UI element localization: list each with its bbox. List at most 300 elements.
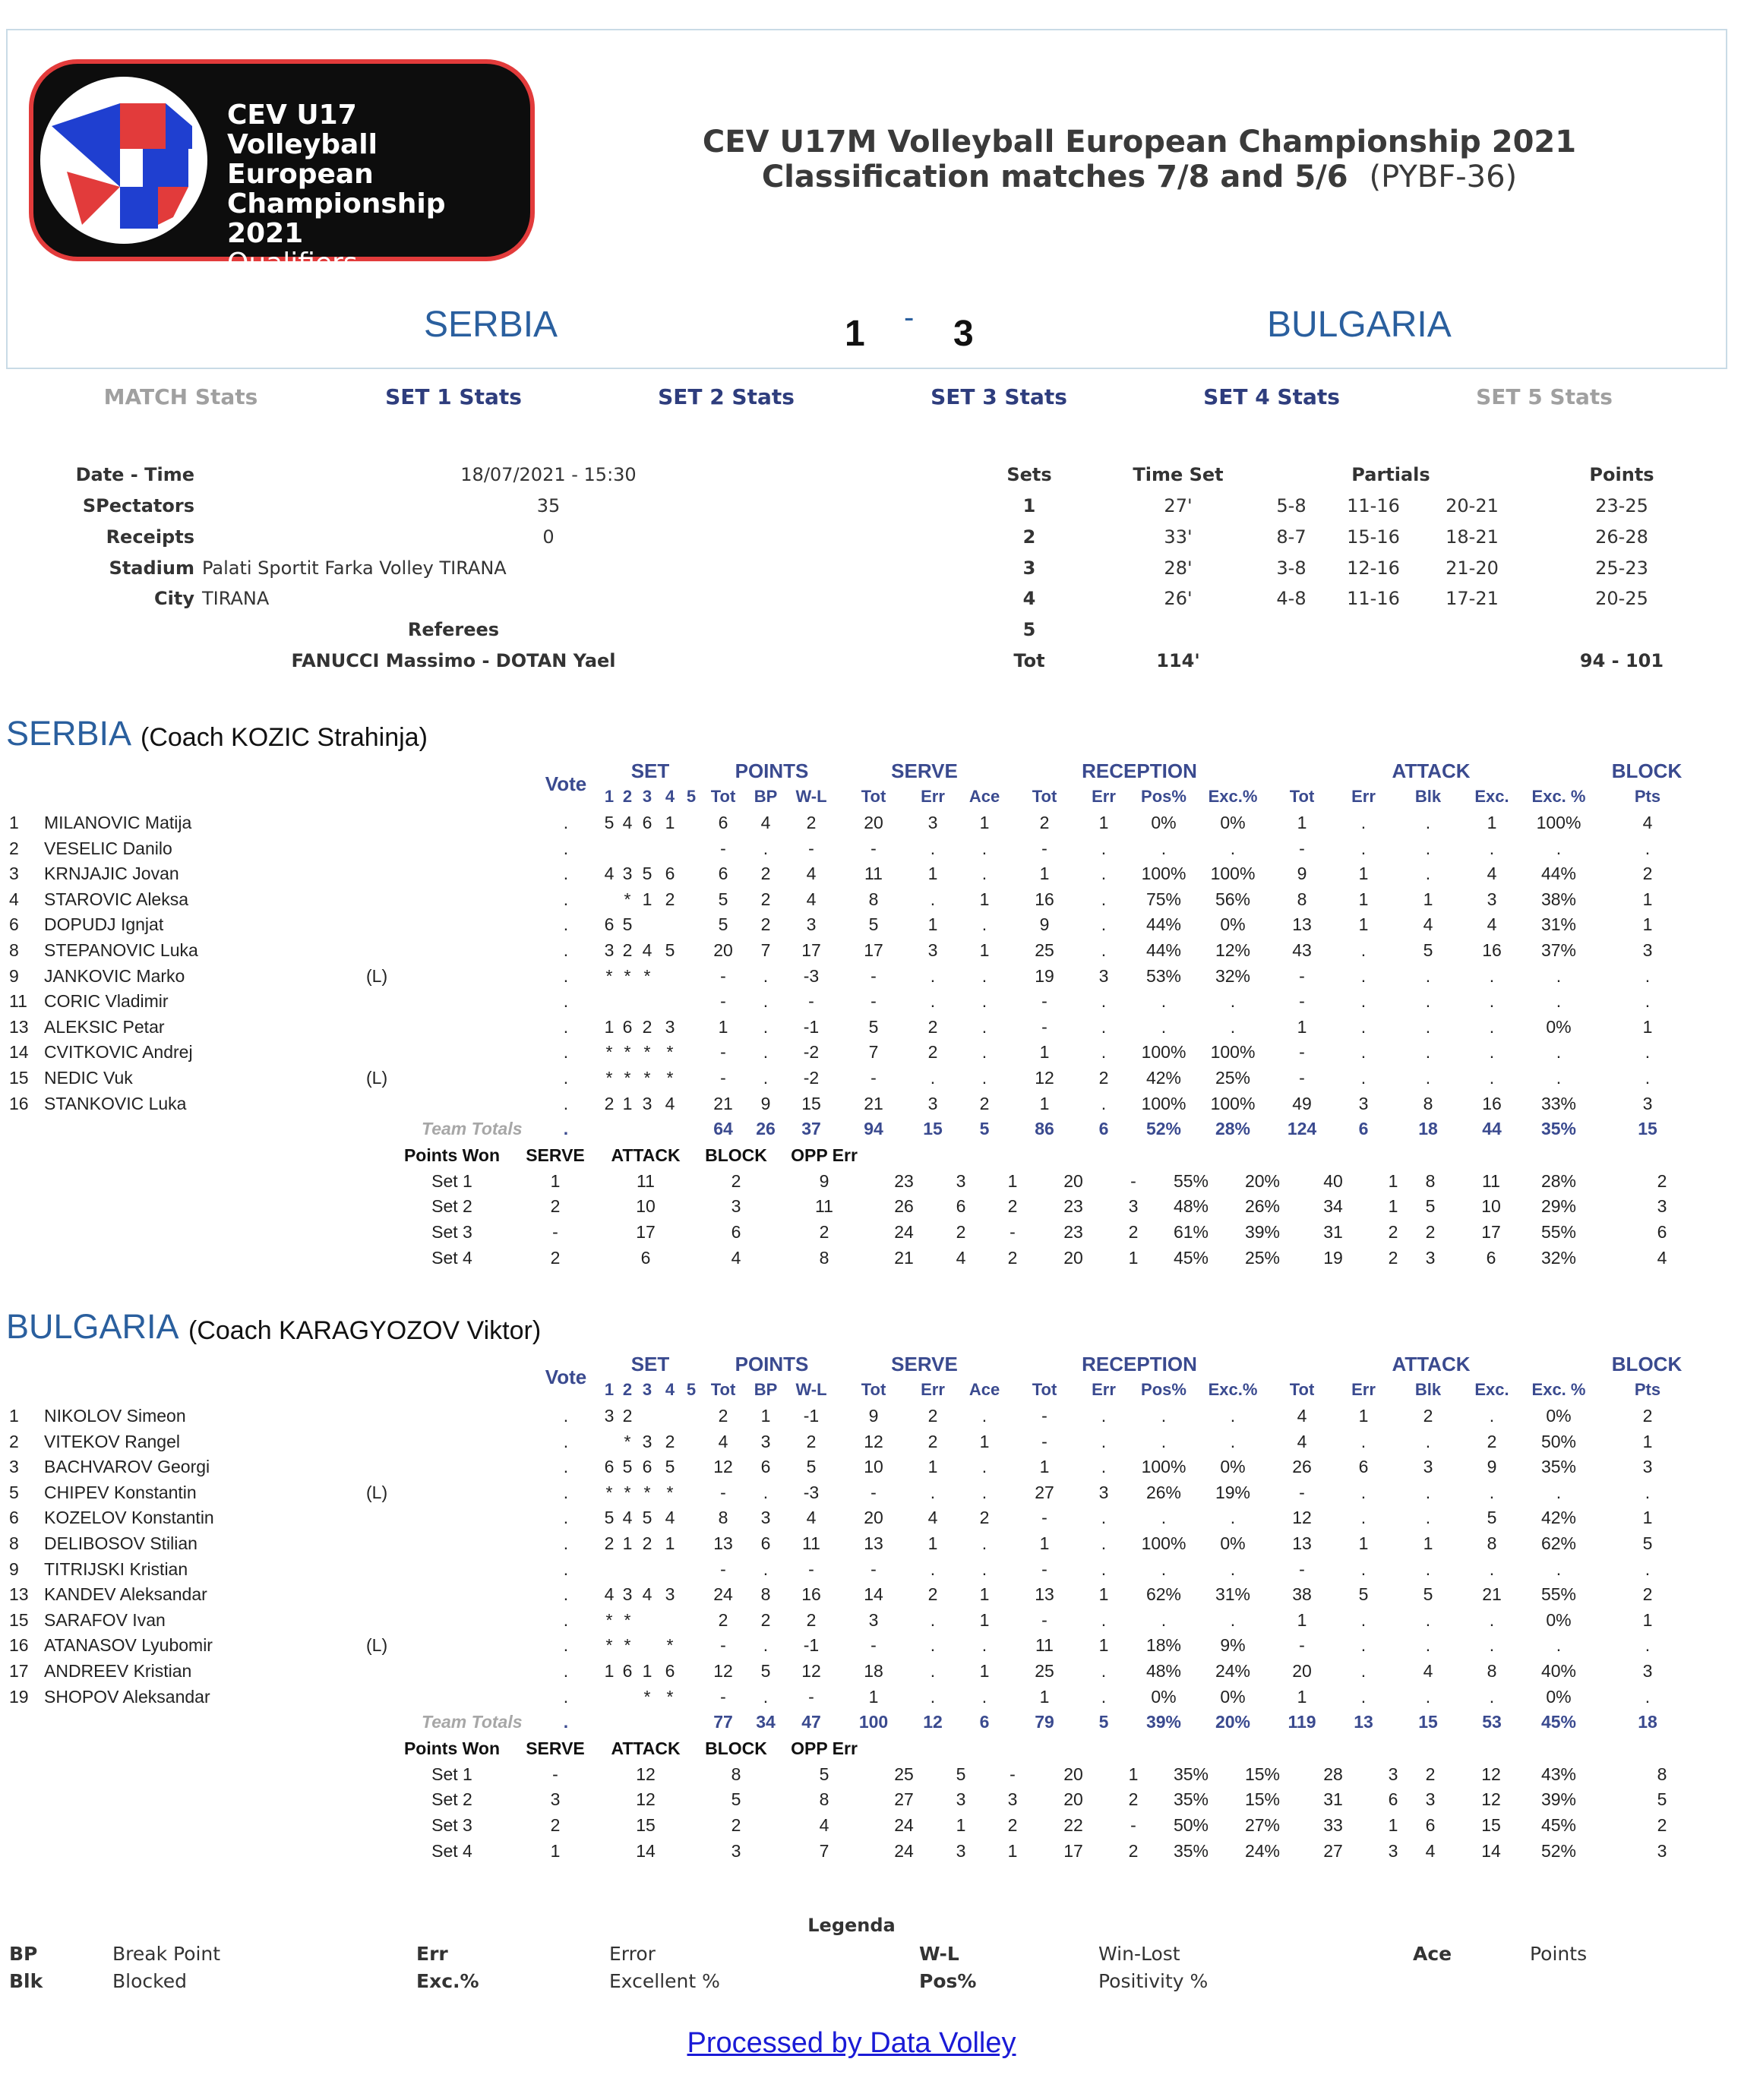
summary-cell: 5 bbox=[819, 1764, 829, 1784]
column-header: 4 bbox=[665, 1380, 675, 1399]
stat-cell: . bbox=[981, 1686, 987, 1707]
stat-cell: . bbox=[1556, 838, 1562, 858]
vote-value: . bbox=[563, 1016, 569, 1037]
stat-cell: . bbox=[1101, 1533, 1107, 1553]
legend-value: Blocked bbox=[112, 1970, 187, 1992]
player-name: VITEKOV Rangel bbox=[44, 1431, 180, 1451]
stat-cell: - bbox=[720, 1042, 726, 1063]
stat-cell: -1 bbox=[803, 1016, 820, 1037]
stat-cell: . bbox=[1230, 1406, 1236, 1426]
stat-cell: 1 bbox=[927, 1457, 938, 1477]
summary-cell: 17 bbox=[636, 1222, 656, 1242]
stat-cell: 25 bbox=[1035, 1661, 1054, 1681]
stat-cell: . bbox=[930, 889, 936, 909]
stat-cell: 43 bbox=[1292, 940, 1312, 960]
summary-cell: 48% bbox=[1173, 1196, 1209, 1217]
summary-cell: 20 bbox=[1063, 1789, 1083, 1810]
player-name: CVITKOVIC Andrej bbox=[44, 1042, 193, 1063]
stat-cell: . bbox=[1360, 991, 1367, 1012]
stat-cell: 2 bbox=[760, 1609, 771, 1630]
stat-cell: 3 bbox=[927, 940, 938, 960]
total-cell: 5 bbox=[1098, 1712, 1109, 1732]
column-header: Tot bbox=[861, 787, 886, 806]
player-row[interactable] bbox=[0, 1610, 1741, 1635]
stat-cell: . bbox=[763, 991, 769, 1012]
player-row[interactable] bbox=[0, 864, 1741, 889]
stat-cell: 3 bbox=[1487, 889, 1497, 909]
summary-cell: 24 bbox=[894, 1840, 914, 1861]
player-name: STEPANOVIC Luka bbox=[44, 940, 198, 960]
stat-cell: * bbox=[643, 1686, 651, 1707]
set-label: Set 1 bbox=[431, 1764, 472, 1784]
player-name: ATANASOV Lyubomir bbox=[44, 1635, 213, 1656]
stat-cell: . bbox=[1230, 1609, 1236, 1630]
player-row[interactable] bbox=[0, 1457, 1741, 1482]
stat-cell: . bbox=[763, 1068, 769, 1088]
summary-cell: 1 bbox=[550, 1170, 561, 1191]
stat-cell: 56% bbox=[1215, 889, 1251, 909]
summary-cell: 29% bbox=[1540, 1196, 1577, 1217]
summary-cell: 2 bbox=[1388, 1222, 1398, 1242]
stat-cell: 1 bbox=[1098, 1584, 1109, 1605]
tab-set-5-stats[interactable]: SET 5 Stats bbox=[1476, 384, 1613, 409]
title-line-1: CEV U17M Volleyball European Championship 2021 bbox=[702, 125, 1577, 159]
summary-cell: 2 bbox=[1657, 1815, 1667, 1835]
stat-cell: . bbox=[1645, 838, 1651, 858]
column-header: Exc. bbox=[1474, 1380, 1509, 1399]
set-time: 26' bbox=[1164, 588, 1193, 609]
summary-cell: 5 bbox=[956, 1764, 966, 1784]
tab-set-3-stats[interactable]: SET 3 Stats bbox=[931, 384, 1067, 409]
set-summary-row bbox=[0, 1222, 1741, 1247]
total-time: 114' bbox=[1156, 650, 1200, 671]
stat-cell: * bbox=[624, 889, 631, 909]
stat-cell: 1 bbox=[979, 1584, 990, 1605]
stat-cell: 3 bbox=[1098, 965, 1109, 986]
set-label: Set 4 bbox=[431, 1247, 472, 1268]
stat-cell: 38% bbox=[1540, 889, 1577, 909]
stat-cell: . bbox=[1101, 864, 1107, 884]
stat-cell: . bbox=[981, 1042, 987, 1063]
player-number: 1 bbox=[9, 813, 19, 832]
summary-cell: 26% bbox=[1244, 1196, 1281, 1217]
vote-value: . bbox=[563, 813, 569, 832]
stat-cell: . bbox=[1360, 1661, 1367, 1681]
stat-cell: . bbox=[930, 1609, 936, 1630]
points-group-header: POINTS bbox=[735, 759, 809, 782]
player-row[interactable] bbox=[0, 1687, 1741, 1712]
stat-cell: 4 bbox=[604, 1584, 615, 1605]
stat-cell: 33% bbox=[1540, 1093, 1577, 1113]
player-number: 16 bbox=[9, 1093, 29, 1113]
player-number: 2 bbox=[9, 838, 19, 858]
summary-cell: - bbox=[552, 1764, 558, 1784]
stat-cell: 4 bbox=[1297, 1431, 1307, 1451]
stat-cell: 2 bbox=[979, 1508, 990, 1528]
total-cell: 94 bbox=[864, 1119, 883, 1139]
player-row[interactable] bbox=[0, 991, 1741, 1016]
summary-cell: 14 bbox=[636, 1840, 656, 1861]
summary-cell: 2 bbox=[1007, 1247, 1018, 1268]
stat-cell: 0% bbox=[1546, 1406, 1572, 1426]
stat-cell: . bbox=[1489, 1635, 1495, 1656]
set-points: 26-28 bbox=[1595, 526, 1648, 548]
stat-cell: 1 bbox=[1297, 813, 1307, 832]
stat-cell: 16 bbox=[801, 1584, 821, 1605]
player-row[interactable] bbox=[0, 1432, 1741, 1457]
stat-cell: 3 bbox=[604, 940, 615, 960]
stat-cell: - bbox=[1299, 1042, 1305, 1063]
stat-cell: 4 bbox=[622, 1508, 633, 1528]
reception-group-header: RECEPTION bbox=[1082, 759, 1197, 782]
stat-cell: 3 bbox=[927, 1093, 938, 1113]
stat-cell: 4 bbox=[760, 813, 771, 832]
points-header: Points bbox=[1589, 464, 1654, 485]
stat-cell: * bbox=[624, 1431, 631, 1451]
stat-cell: 100% bbox=[1141, 864, 1186, 884]
stat-cell: . bbox=[1360, 813, 1367, 832]
player-row[interactable] bbox=[0, 1584, 1741, 1609]
legend-key: Blk bbox=[9, 1970, 43, 1992]
summary-cell: 17 bbox=[1481, 1222, 1501, 1242]
stat-cell: * bbox=[643, 965, 651, 986]
stat-cell: 20 bbox=[713, 940, 733, 960]
stat-cell: 16 bbox=[1035, 889, 1054, 909]
stat-cell: . bbox=[1360, 1508, 1367, 1528]
stat-cell: * bbox=[666, 1068, 674, 1088]
summary-cell: 2 bbox=[550, 1247, 561, 1268]
summary-cell: 2 bbox=[1657, 1170, 1667, 1191]
stat-cell: 20 bbox=[864, 1508, 883, 1528]
stat-cell: 1 bbox=[1642, 889, 1653, 909]
summary-cell: 1 bbox=[956, 1815, 966, 1835]
stat-cell: * bbox=[605, 1482, 613, 1502]
stat-cell: 11 bbox=[1035, 1635, 1054, 1656]
legend-value: Win-Lost bbox=[1098, 1943, 1180, 1965]
column-header: 4 bbox=[665, 787, 675, 806]
spectators-label: SPectators bbox=[82, 495, 194, 516]
stat-cell: 16 bbox=[1482, 940, 1502, 960]
stat-cell: 3 bbox=[665, 1584, 675, 1605]
stat-cell: . bbox=[1489, 1482, 1495, 1502]
legend-value: Points bbox=[1530, 1943, 1588, 1965]
date-label: Date - Time bbox=[75, 464, 194, 485]
stat-cell: 19% bbox=[1215, 1482, 1251, 1502]
stat-cell: 20 bbox=[864, 813, 883, 832]
total-cell: 6 bbox=[979, 1712, 990, 1732]
summary-cell: 35% bbox=[1173, 1764, 1209, 1784]
stat-cell: 6 bbox=[665, 1661, 675, 1681]
logo-line-3: Championship 2021 bbox=[227, 188, 446, 249]
player-name: ALEKSIC Petar bbox=[44, 1016, 165, 1037]
summary-cell: 25 bbox=[894, 1764, 914, 1784]
total-cell: 6 bbox=[1358, 1119, 1369, 1139]
vote-value: . bbox=[563, 965, 569, 986]
stat-cell: 40% bbox=[1540, 1661, 1577, 1681]
stat-cell: . bbox=[1101, 1016, 1107, 1037]
stat-cell: 3 bbox=[806, 914, 817, 935]
summary-column-header: ATTACK bbox=[611, 1738, 681, 1759]
stat-cell: 6 bbox=[760, 1457, 771, 1477]
column-header: 3 bbox=[642, 787, 652, 806]
stat-cell: . bbox=[1489, 1609, 1495, 1630]
player-row[interactable] bbox=[0, 940, 1741, 965]
stat-cell: 1 bbox=[1039, 1093, 1050, 1113]
player-row[interactable] bbox=[0, 1094, 1741, 1119]
set-number: 5 bbox=[1022, 619, 1036, 640]
stat-cell: . bbox=[981, 1457, 987, 1477]
stat-cell: 1 bbox=[927, 914, 938, 935]
stat-cell: 1 bbox=[1642, 1609, 1653, 1630]
serve-group-header: SERVE bbox=[891, 1353, 958, 1375]
stat-cell: 3 bbox=[927, 813, 938, 832]
player-name: NEDIC Vuk bbox=[44, 1068, 133, 1088]
stat-cell: 1 bbox=[979, 1661, 990, 1681]
total-cell: 39% bbox=[1145, 1712, 1182, 1732]
summary-cell: 20% bbox=[1244, 1170, 1281, 1191]
vote-header: Vote bbox=[545, 1366, 587, 1388]
stat-cell: 12 bbox=[1035, 1068, 1054, 1088]
summary-cell: 23 bbox=[894, 1170, 914, 1191]
stat-cell: 6 bbox=[622, 1016, 633, 1037]
stat-cell: 7 bbox=[760, 940, 771, 960]
stat-cell: . bbox=[981, 1533, 987, 1553]
tab-set-2-stats[interactable]: SET 2 Stats bbox=[658, 384, 795, 409]
summary-cell: 6 bbox=[731, 1222, 741, 1242]
stat-cell: . bbox=[763, 965, 769, 986]
stat-cell: 11 bbox=[864, 864, 883, 884]
stat-cell: 5 bbox=[1487, 1508, 1497, 1528]
stat-cell: 3 bbox=[1642, 1457, 1653, 1477]
vote-header: Vote bbox=[545, 772, 587, 795]
stat-cell: 14 bbox=[864, 1584, 883, 1605]
stat-cell: . bbox=[981, 965, 987, 986]
stat-cell: * bbox=[605, 1635, 613, 1656]
stat-cell: . bbox=[1101, 1457, 1107, 1477]
legend-key: Exc.% bbox=[416, 1970, 479, 1992]
player-name: KANDEV Aleksandar bbox=[44, 1584, 207, 1605]
player-row[interactable] bbox=[0, 1533, 1741, 1558]
stat-cell: 2 bbox=[760, 864, 771, 884]
summary-cell: 6 bbox=[640, 1247, 651, 1268]
stat-cell: . bbox=[1360, 1016, 1367, 1037]
stat-cell: 4 bbox=[806, 864, 817, 884]
column-header: Err bbox=[1092, 787, 1116, 806]
summary-cell: 14 bbox=[1481, 1840, 1501, 1861]
summary-cell: 28% bbox=[1540, 1170, 1577, 1191]
stat-cell: . bbox=[1101, 1042, 1107, 1063]
summary-cell: 24 bbox=[894, 1815, 914, 1835]
stat-cell: 2 bbox=[1098, 1068, 1109, 1088]
summary-cell: 12 bbox=[636, 1764, 656, 1784]
summary-cell: 2 bbox=[1007, 1196, 1018, 1217]
stat-cell: . bbox=[1489, 1558, 1495, 1579]
points-group-header: POINTS bbox=[735, 1353, 809, 1375]
tab-match-stats[interactable]: MATCH Stats bbox=[103, 384, 258, 409]
stat-cell: 6 bbox=[718, 813, 728, 832]
stat-cell: - bbox=[1299, 991, 1305, 1012]
summary-cell: 11 bbox=[637, 1170, 655, 1191]
stat-cell: 44% bbox=[1145, 914, 1182, 935]
stat-cell: - bbox=[808, 991, 814, 1012]
stat-cell: 6 bbox=[604, 914, 615, 935]
stat-cell: 1 bbox=[1358, 1406, 1369, 1426]
stat-cell: . bbox=[1489, 1016, 1495, 1037]
total-cell: 18 bbox=[1638, 1712, 1657, 1732]
summary-column-header: SERVE bbox=[526, 1145, 585, 1166]
summary-cell: 2 bbox=[731, 1170, 741, 1191]
stat-cell: 2 bbox=[806, 1431, 817, 1451]
total-cell: 44 bbox=[1482, 1119, 1502, 1139]
total-cell: 100 bbox=[858, 1712, 889, 1732]
stat-cell: 5 bbox=[642, 1508, 652, 1528]
stat-cell: . bbox=[1101, 1661, 1107, 1681]
player-row[interactable] bbox=[0, 1483, 1741, 1508]
column-header: Tot bbox=[1289, 1380, 1315, 1399]
summary-cell: 21 bbox=[894, 1247, 914, 1268]
stat-cell: 0% bbox=[1220, 1533, 1246, 1553]
set-summary-row bbox=[0, 1789, 1741, 1814]
page-title bbox=[547, 125, 1732, 194]
total-cell: 15 bbox=[923, 1119, 943, 1139]
set-points: 20-25 bbox=[1595, 588, 1648, 609]
set-label: Set 4 bbox=[431, 1840, 472, 1861]
stat-cell: . bbox=[930, 1635, 936, 1656]
stat-cell: . bbox=[981, 838, 987, 858]
player-row[interactable] bbox=[0, 813, 1741, 838]
date-value: 18/07/2021 - 15:30 bbox=[460, 464, 637, 485]
stat-cell: 26% bbox=[1145, 1482, 1182, 1502]
title-line-2: Classification matches 7/8 and 5/6 bbox=[761, 159, 1348, 194]
player-row[interactable] bbox=[0, 889, 1741, 914]
stat-cell: . bbox=[1425, 1635, 1431, 1656]
player-row[interactable] bbox=[0, 1017, 1741, 1042]
stat-cell: 21 bbox=[1482, 1584, 1502, 1605]
summary-cell: 25% bbox=[1244, 1247, 1281, 1268]
stat-cell: 1 bbox=[1039, 1042, 1050, 1063]
total-cell: 64 bbox=[713, 1119, 733, 1139]
player-number: 3 bbox=[9, 1457, 19, 1477]
player-number: 15 bbox=[9, 1068, 29, 1088]
column-header: Blk bbox=[1414, 787, 1442, 806]
stat-cell: 5 bbox=[665, 940, 675, 960]
total-cell: 47 bbox=[801, 1712, 821, 1732]
stat-cell: 2 bbox=[665, 889, 675, 909]
stat-cell: . bbox=[1425, 1558, 1431, 1579]
stat-cell: -3 bbox=[803, 965, 820, 986]
stat-cell: 5 bbox=[1358, 1584, 1369, 1605]
tab-set-1-stats[interactable]: SET 1 Stats bbox=[385, 384, 522, 409]
stat-cell: . bbox=[1556, 1068, 1562, 1088]
stat-cell: . bbox=[1101, 940, 1107, 960]
stat-cell: 2 bbox=[1642, 1406, 1653, 1426]
stat-cell: 62% bbox=[1145, 1584, 1182, 1605]
stat-cell: . bbox=[1360, 1068, 1367, 1088]
stat-cell: 2 bbox=[979, 1093, 990, 1113]
stat-cell: 9 bbox=[868, 1406, 879, 1426]
partial-3: 17-21 bbox=[1446, 588, 1499, 609]
stat-cell: 4 bbox=[806, 889, 817, 909]
column-header: Err bbox=[1092, 1380, 1116, 1399]
stat-cell: 3 bbox=[760, 1508, 771, 1528]
receipts-value: 0 bbox=[542, 526, 555, 548]
player-row[interactable] bbox=[0, 1661, 1741, 1686]
stat-cell: . bbox=[930, 1068, 936, 1088]
stat-cell: 0% bbox=[1151, 1686, 1177, 1707]
total-points: 94 - 101 bbox=[1579, 650, 1664, 671]
summary-cell: 32% bbox=[1540, 1247, 1577, 1268]
stat-cell: 8 bbox=[1487, 1533, 1497, 1553]
player-name: BACHVAROV Georgi bbox=[44, 1457, 210, 1477]
stat-cell: . bbox=[1360, 1431, 1367, 1451]
player-row[interactable] bbox=[0, 1406, 1741, 1431]
stat-cell: - bbox=[720, 1068, 726, 1088]
tab-set-4-stats[interactable]: SET 4 Stats bbox=[1203, 384, 1340, 409]
summary-cell: 3 bbox=[1007, 1789, 1018, 1810]
stat-cell: 12 bbox=[713, 1661, 733, 1681]
player-row[interactable] bbox=[0, 1508, 1741, 1533]
player-row[interactable] bbox=[0, 1042, 1741, 1067]
player-row[interactable] bbox=[0, 838, 1741, 864]
player-number: 9 bbox=[9, 1558, 19, 1579]
column-header: 1 bbox=[604, 1380, 615, 1399]
summary-cell: 2 bbox=[550, 1815, 561, 1835]
event-logo bbox=[29, 59, 535, 279]
summary-cell: 2 bbox=[1007, 1815, 1018, 1835]
stat-cell: 2 bbox=[927, 1431, 938, 1451]
stat-cell: 18 bbox=[864, 1661, 883, 1681]
player-row[interactable] bbox=[0, 1559, 1741, 1584]
player-row[interactable] bbox=[0, 1068, 1741, 1093]
stat-cell: 24% bbox=[1215, 1661, 1251, 1681]
stat-cell: . bbox=[930, 991, 936, 1012]
set-summary-row bbox=[0, 1841, 1741, 1866]
summary-cell: 40 bbox=[1323, 1170, 1343, 1191]
summary-cell: 61% bbox=[1173, 1222, 1209, 1242]
stat-cell: * bbox=[605, 965, 613, 986]
total-cell: 124 bbox=[1287, 1119, 1317, 1139]
summary-cell: 8 bbox=[819, 1247, 829, 1268]
set-summary-row bbox=[0, 1764, 1741, 1789]
vote-value: . bbox=[563, 1584, 569, 1605]
summary-cell: 34 bbox=[1323, 1196, 1343, 1217]
summary-column-header: OPP Err bbox=[791, 1738, 858, 1759]
player-row[interactable] bbox=[0, 1635, 1741, 1660]
player-row[interactable] bbox=[0, 914, 1741, 939]
data-volley-link[interactable]: Processed by Data Volley bbox=[687, 2027, 1016, 2059]
stat-cell: 100% bbox=[1141, 1093, 1186, 1113]
player-row[interactable] bbox=[0, 966, 1741, 991]
stat-cell: 1 bbox=[1358, 1533, 1369, 1553]
legend-value: Positivity % bbox=[1098, 1970, 1209, 1992]
stat-cell: . bbox=[1101, 1406, 1107, 1426]
team-totals-label: Team Totals bbox=[422, 1119, 523, 1139]
stat-cell: - bbox=[1299, 1482, 1305, 1502]
column-header: Ace bbox=[968, 787, 1000, 806]
player-name: SHOPOV Aleksandar bbox=[44, 1686, 210, 1707]
column-header: Err bbox=[1351, 787, 1376, 806]
stat-cell: 8 bbox=[1423, 1093, 1433, 1113]
stat-cell: 25 bbox=[1035, 940, 1054, 960]
player-name: DELIBOSOV Stilian bbox=[44, 1533, 197, 1553]
stat-cell: - bbox=[1299, 1558, 1305, 1579]
summary-cell: 9 bbox=[819, 1170, 829, 1191]
stat-cell: * bbox=[643, 1068, 651, 1088]
stat-cell: 5 bbox=[622, 1457, 633, 1477]
stat-cell: . bbox=[930, 1558, 936, 1579]
stat-cell: . bbox=[1161, 838, 1167, 858]
stat-cell: 44% bbox=[1145, 940, 1182, 960]
